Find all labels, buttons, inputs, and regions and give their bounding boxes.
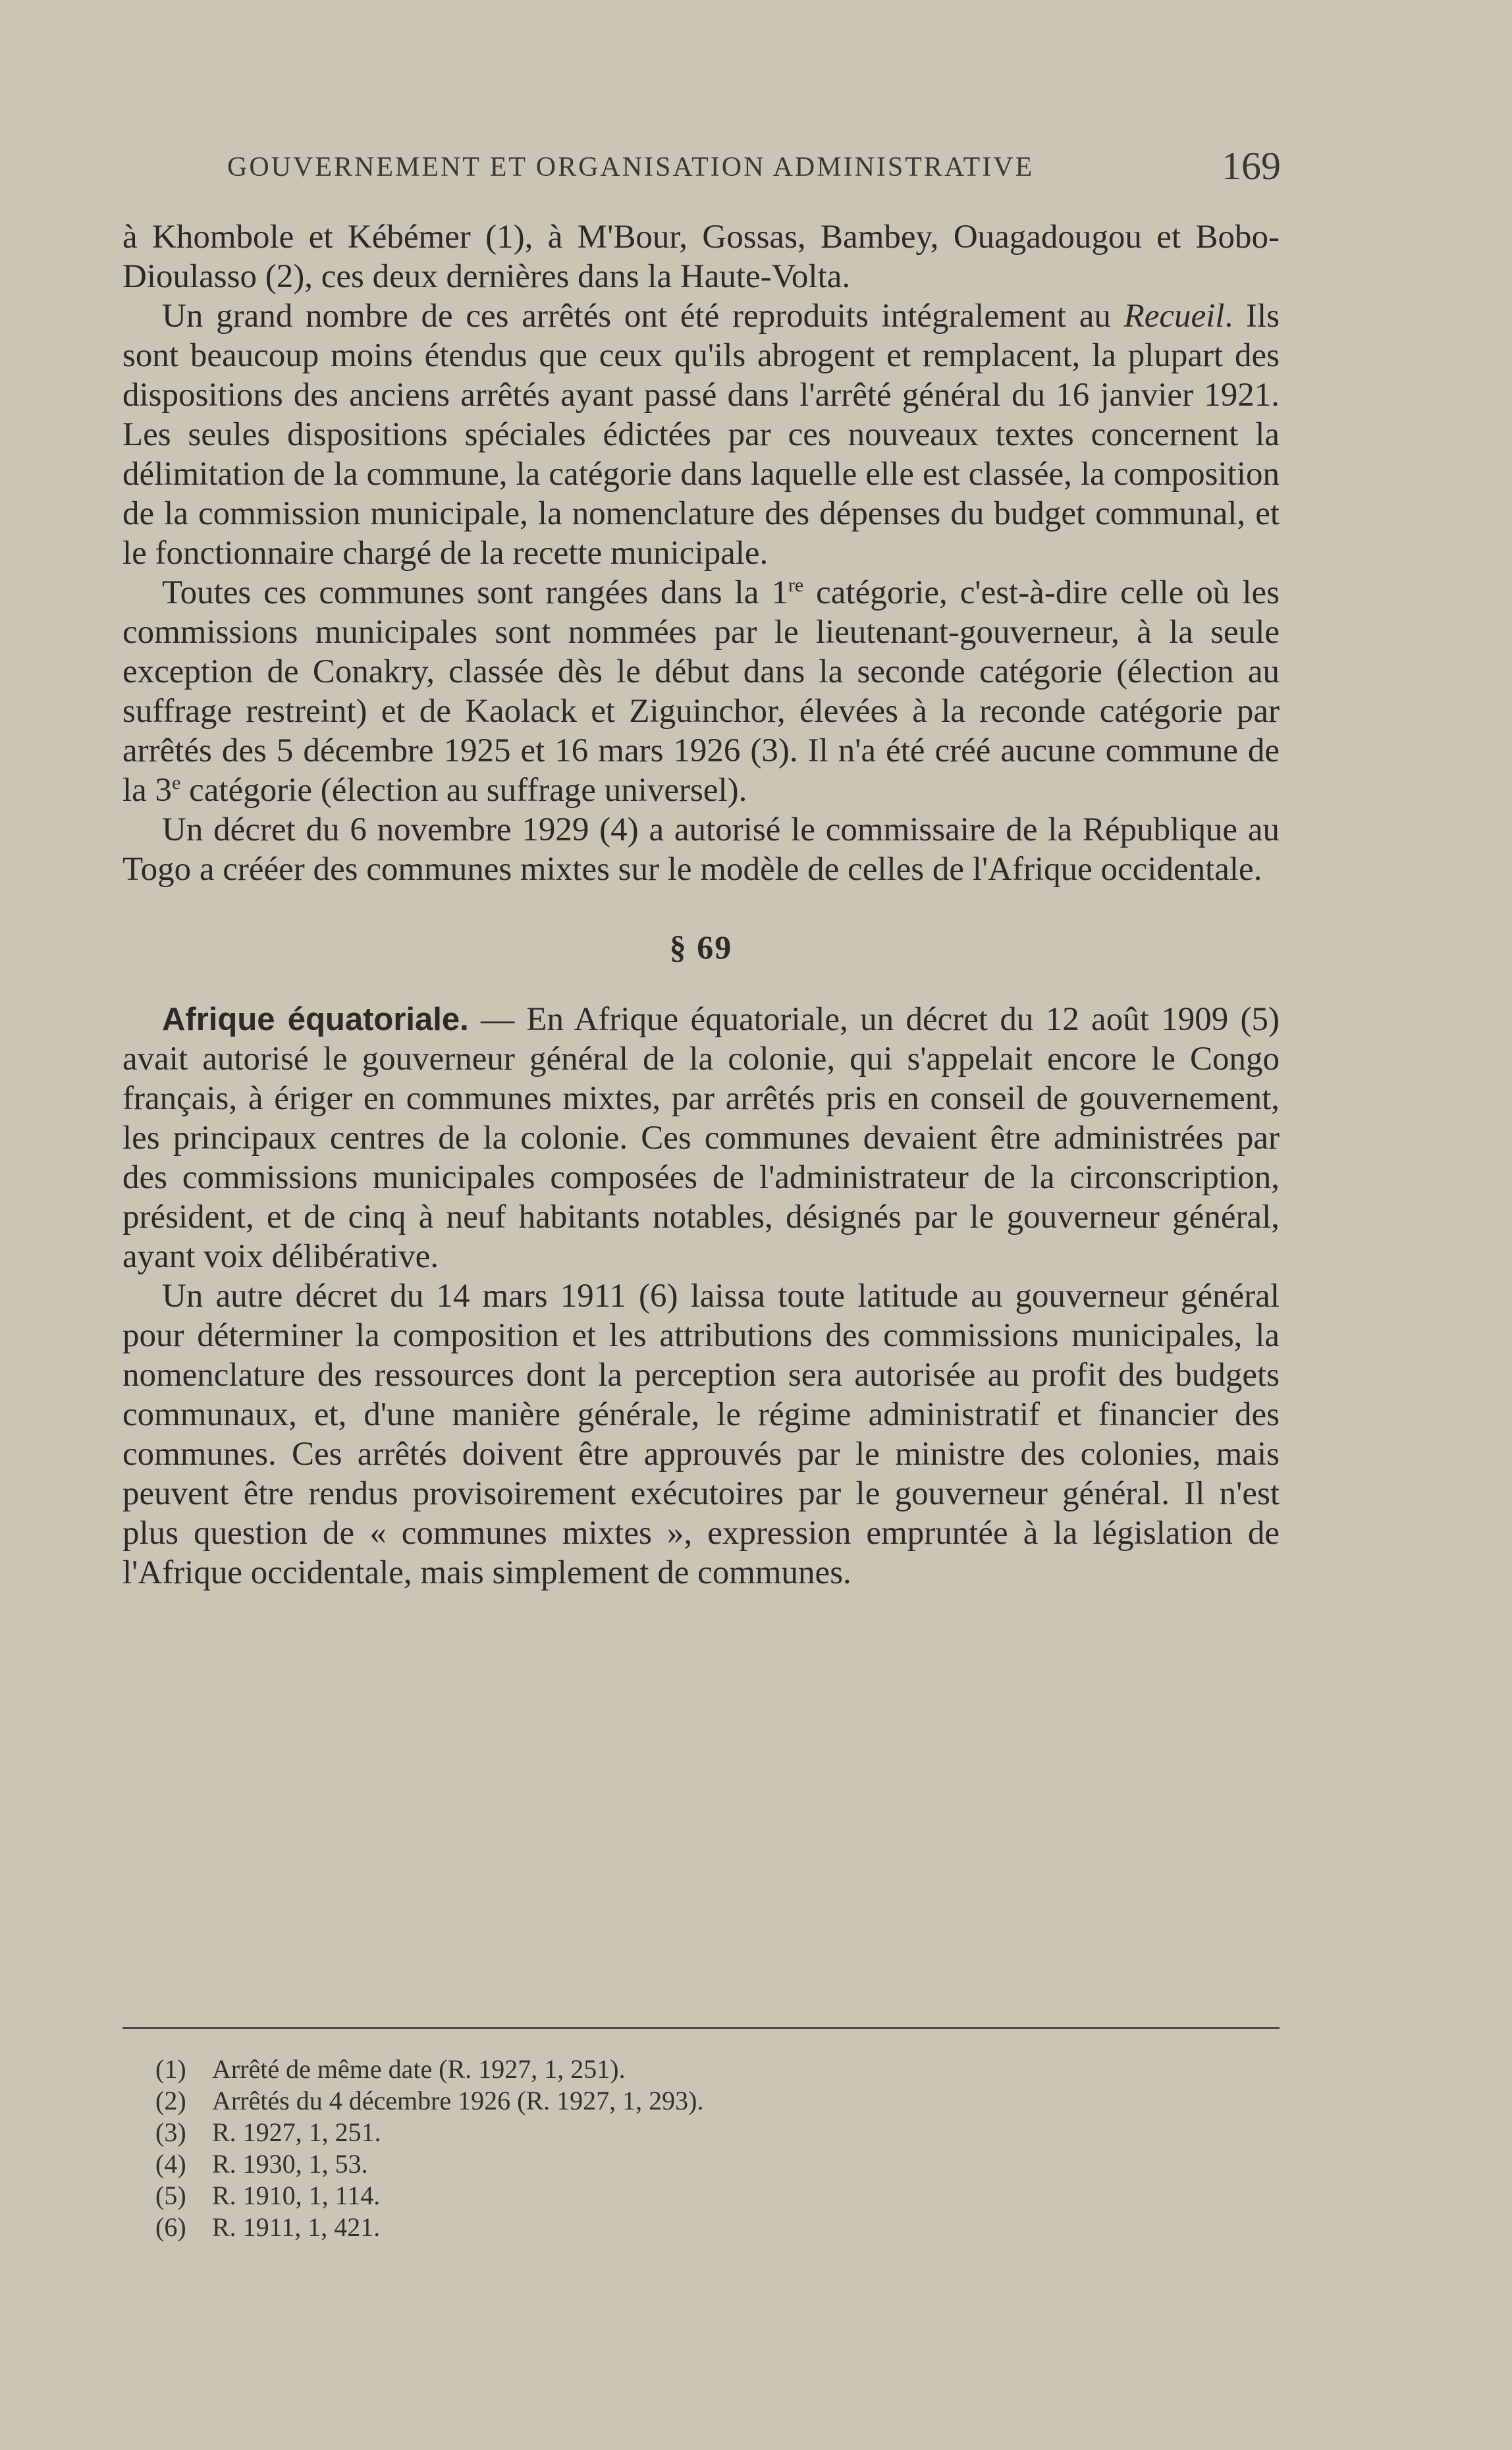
- footnote: [155, 2117, 1209, 2148]
- paragraph-6: Un autre décret du 14 mars 1911 (6) laissa toute latitude au gouverneur général pour déterminer la composition et les attributions des commissions municipales, la nomenclature des ressources dont la perception sera autorisée au profit des budgets communaux, et, d'une manière générale, le régime administratif et financier des communes. Ces arrêtés doivent être approuvés par le ministre des colonies, mais peuvent être rendus provisoirement exécutoires par le gouverneur général. Il n'est plus question de « communes mixtes », expression empruntée à la législation de l'Afrique occidentale, mais simplement de communes.: [122, 1278, 1280, 1591]
- footnote: [155, 2212, 1209, 2243]
- paragraph-3-mid: catégorie, c'est-à-dire celle où les commissions municipales sont nommées par le lieutenant-gouverneur, à la seule exception de Conakry, classée dès le début dans la seconde catégorie (élection au suffrage restreint) et de Kaolack et Ziguinchor, élevées à la reconde catégorie par arrêtés des 5 décembre 1925 et 16 mars 1926 (3). Il n'a été créé aucune commune de la 3: [122, 574, 1280, 809]
- paragraph-4: Un décret du 6 novembre 1929 (4) a autorisé le commissaire de la République au Togo a crééer des communes mixtes sur le modèle de celles de l'Afrique occidentale.: [122, 811, 1280, 888]
- footnote-text: R. 1910, 1, 114.: [212, 2181, 381, 2210]
- section-heading: § 69: [669, 929, 733, 966]
- recueil-italic: Recueil: [1123, 298, 1225, 335]
- section-lead-title: Afrique équatoriale.: [162, 1002, 469, 1037]
- footnotes: [155, 2054, 1209, 2243]
- footnote-text: Arrêté de même date (R. 1927, 1, 251).: [212, 2054, 626, 2084]
- footnote-number: (2): [155, 2086, 186, 2115]
- superscript-e: e: [172, 772, 181, 794]
- body-text: [122, 217, 1280, 1592]
- paragraph-2-end: . Ils sont beaucoup moins étendus que ceux qu'ils abrogent et remplacent, la plupart des dispositions des anciens arrêtés ayant passé dans l'arrêté général du 16 janvier 1921. Les seules dispositions spéciales édictées par ces nouveaux textes concernent la délimitation de la commune, la catégorie dans laquelle elle est classée, la composition de la commission municipale, la nomenclature des dépenses du budget communal, et le fonctionnaire chargé de la recette municipale.: [122, 298, 1280, 572]
- footnote-text: Arrêtés du 4 décembre 1926 (R. 1927, 1, 293).: [212, 2086, 704, 2115]
- paragraph-3: [122, 573, 1280, 810]
- paragraph-5: [122, 1000, 1280, 1276]
- superscript-re: re: [788, 574, 804, 596]
- footnote-text: R. 1911, 1, 421.: [212, 2212, 381, 2242]
- paragraph-2-start: Un grand nombre de ces arrêtés ont été reproduits intégralement au: [162, 298, 1124, 335]
- footnote-number: (6): [155, 2212, 186, 2242]
- footnote-number: (1): [155, 2054, 186, 2084]
- footnote-number: (4): [155, 2149, 186, 2179]
- running-title: GOUVERNEMENT ET ORGANISATION ADMINISTRATIVE: [227, 152, 1035, 182]
- page-header: [227, 146, 1281, 192]
- paragraph-3-start: Toutes ces communes sont rangées dans la 1: [162, 574, 788, 611]
- paragraph-2: [122, 296, 1280, 573]
- footnote-number: (5): [155, 2181, 186, 2210]
- footnote: [155, 2085, 1209, 2117]
- paragraph-3-end: catégorie (élection au suffrage universel).: [180, 772, 747, 809]
- footnote-divider: [122, 2027, 1280, 2029]
- footnote: [155, 2148, 1209, 2180]
- footnote-number: (3): [155, 2117, 186, 2147]
- paragraph-5-text: — En Afrique équatoriale, un décret du 12 août 1909 (5) avait autorisé le gouverneur général de la colonie, qui s'appelait encore le Congo français, à ériger en communes mixtes, par arrêtés pris en conseil de gouvernement, les principaux centres de la colonie. Ces communes devaient être administrées par des commissions municipales composées de l'administrateur de la circonscription, président, et de cinq à neuf habitants notables, désignés par le gouverneur général, ayant voix délibérative.: [122, 1001, 1280, 1275]
- paragraph-1: à Khombole et Kébémer (1), à M'Bour, Gossas, Bambey, Ouagadougou et Bobo-Dioulasso (2), ces deux dernières dans la Haute-Volta.: [122, 219, 1280, 295]
- footnote: [155, 2054, 1209, 2085]
- footnote-text: R. 1930, 1, 53.: [212, 2149, 368, 2179]
- footnote: [155, 2180, 1209, 2212]
- footnote-text: R. 1927, 1, 251.: [212, 2117, 381, 2147]
- page-number: 169: [1222, 144, 1281, 188]
